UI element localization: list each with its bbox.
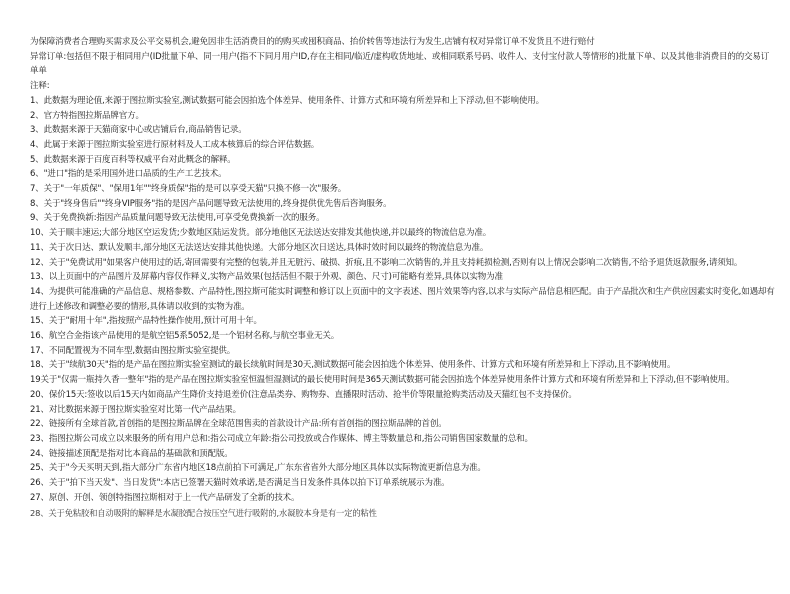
note-item-9: 9、关于免费换新:指因产品质量问题导致无法使用,可享受免费换新一次的服务。 xyxy=(30,213,325,224)
note-item-25: 25、关于"今天买明天到,指大部分广东省内地区18点前拍下可满足,广东东省省外大部分地区具体以实际物流更新信息为准。 xyxy=(30,463,486,474)
note-item-3: 3、此数据来源于天猫商家中心或店铺后台,商品销售记录。 xyxy=(30,125,247,136)
note-item-11: 11、关于次日达、默认发顺丰,部分地区无法送达安排其他快递。大部分地区次日送达,具体时效时间以最终的物流信息为准。 xyxy=(30,242,489,253)
notes-list xyxy=(30,94,776,520)
note-item-13: 13、以上页面中的产品图片及屏幕内容仅作释义,实物产品效果(包括活但不限于外观、颜色、尺寸)可能略有差异,具体以实物为准 xyxy=(30,272,503,283)
note-item-15: 15、关于"耐用十年",指按照产品特性操作使用,预计可用十年。 xyxy=(30,316,262,327)
intro-paragraph-2: 异常订单:包括但不限于相同用户(ID批量下单、同一用户(指不下同月用户ID,存在主相同/临近/虚构收货地址、或相同联系号码、收件人、支付宝付款人等情形的)批量下单、以及其他非消费目的的交易订单单 xyxy=(30,51,770,77)
note-item-23: 23、指图拉斯公司成立以来服务的所有用户总和:指公司成立年龄:指公司投放或合作媒体、博主等数量总和,指公司销售国家数量的总和。 xyxy=(30,433,533,444)
note-item-4: 4、此属于来源于图拉斯实验室进行原材料及人工成本核算后的综合评估数据。 xyxy=(30,139,320,150)
note-item-18: 18、关于"续航30天"指的是产品在图拉斯实验室测试的最长续航时间是30天,测试数据可能会因拍选个体差异、使用条件、计算方式和环境有所差异和上下浮动,且不影响使用。 xyxy=(30,360,676,371)
intro-paragraph-1: 为保障消费者合理购买需求及公平交易机会,避免因非生活消费目的的购买或囤积商品、抬价转售等违法行为发生,店铺有权对异常订单不发货且不进行赔付 xyxy=(30,37,595,47)
note-item-28: 28、关于免粘胶和自动吸附的解释是水凝胶配合按压空气进行吸附的,水凝胶本身是有一定的粘性 xyxy=(30,507,377,518)
note-item-6: 6、"进口"指的是采用国外进口品质的生产工艺技术。 xyxy=(30,169,227,180)
note-item-1: 1、此数据为理论值,来源于图拉斯实验室,测试数据可能会因拍选个体差异、使用条件、计算方式和环境有所差异和上下浮动,但不影响使用。 xyxy=(30,95,544,106)
note-item-19: 19关于"仅需一瓶持久香一整年"指的是产品在图拉斯实验室恒温恒湿测试的最长使用时间是365天测试数据可能会因拍选个体差异使用条件计算方式和环境有所差异和上下浮动,但不影响使用。 xyxy=(30,375,735,386)
note-item-22: 22、链接所有全球首款,首创指的是图拉斯品牌在全球范围售卖的首款设计产品:所有首创指的图拉斯品牌的首创。 xyxy=(30,419,447,430)
note-item-5: 5、此数据来源于百度百科等权威平台对此概念的解释。 xyxy=(30,154,236,165)
note-item-27: 27、原创、开创、领创特指图拉斯相对于上一代产品研发了全新的技术。 xyxy=(30,492,300,503)
note-item-14: 14、为提供可能准确的产品信息、规格参数、产品特性,图拉斯可能实时调整和修订以上页面中的文字表述、图片效果等内容,以求与实际产品信息相匹配。由于产品批次和生产供应因素实时变化,如遇却有进行上述修改和调整必要的情形,具体请以收到的实物为准。 xyxy=(30,286,775,312)
note-item-20: 20、保价15天:签收以后15天内如商品产生降价支持退差价(注意品类券、购物券、直播限时活动、抢半价等限量抢购类活动及天猫红包不支持保价。 xyxy=(30,389,577,400)
note-item-12: 12、关于"免费试用"如果客户使用过的话,寄回需要有完整的包装,并且无脏污、破损、折痕,且不影响二次销售的,并且支持耗损检测,否则有以上情况会影响二次销售,不给予退货返款服务,请须知。 xyxy=(30,257,743,268)
note-item-21: 21、对比数据来源于图拉斯实验室对比第一代产品结果。 xyxy=(30,404,241,415)
note-item-17: 17、不同配置视为不同车型,数据由图拉斯实验室提供。 xyxy=(30,345,236,356)
notes-title: 注释: xyxy=(30,81,50,92)
note-item-24: 24、链接描述顶配是指对比本商品的基础款和顶配版。 xyxy=(30,448,233,459)
note-item-8: 8、关于"终身售后""终身VIP服务"指的是因产品问题导致无法使用的,终身提供优先售后咨询服务。 xyxy=(30,198,392,209)
note-item-26: 26、关于"拍下当天发"、当日发货":本店已签署天猫时效承诺,是否满足当日发条件具体以拍下订单系统展示为准。 xyxy=(30,478,450,489)
note-item-10: 10、关于顺丰速运;大部分地区空运发货;少数地区陆运发货。部分地他区无法送达安排发其他快递,并以最终的物流信息为准。 xyxy=(30,228,492,239)
note-item-16: 16、航空合金指该产品使用的是航空铝5系5052,是一个铝材名称,与航空事业无关。 xyxy=(30,331,340,342)
note-item-7: 7、关于"一年质保"、"保用1年""终身质保"指的是可以享受天猫"只换不修一次"服务。 xyxy=(30,184,347,195)
note-item-2: 2、官方特指图拉斯品牌官方。 xyxy=(30,110,144,121)
